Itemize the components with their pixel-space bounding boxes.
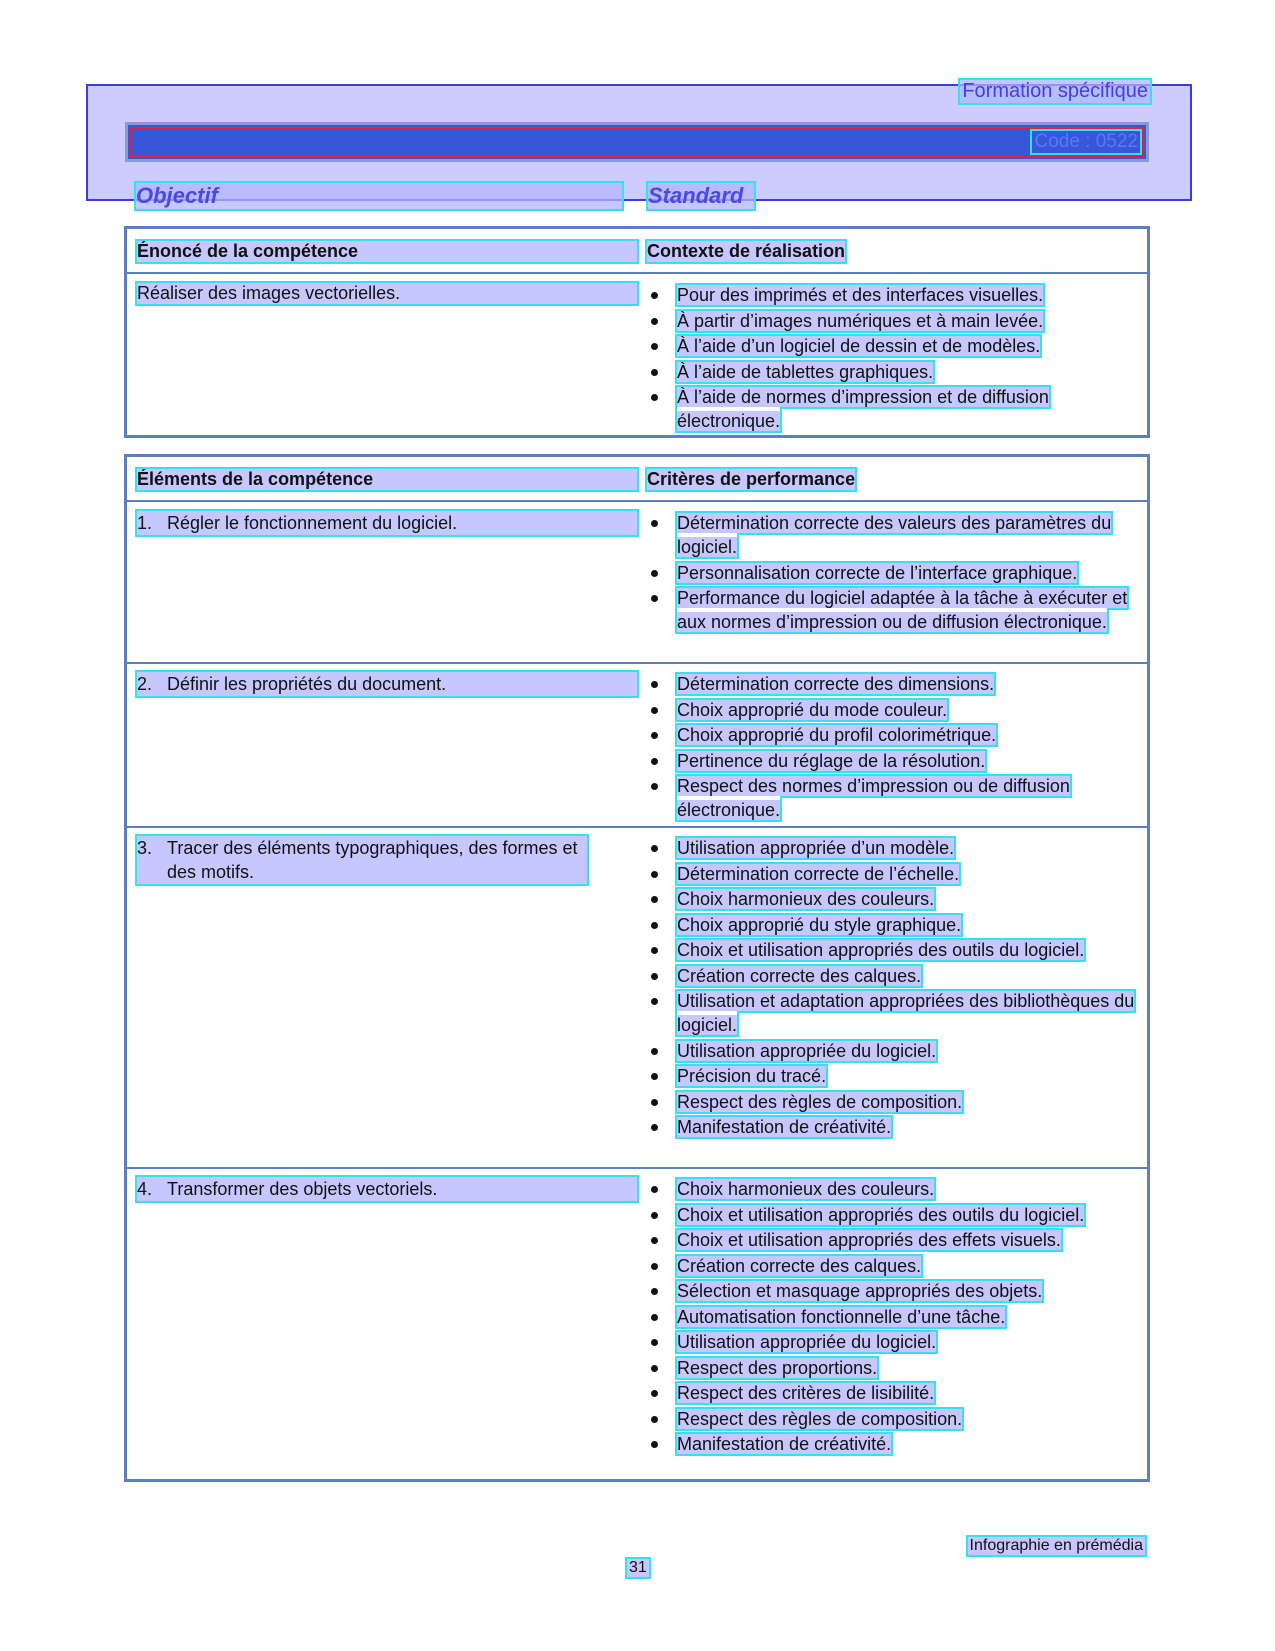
element-2: 2. Définir les propriétés du document. [137,672,637,696]
element-1: 1. Régler le fonctionnement du logiciel. [137,511,637,535]
list-item: Respect des règles de composition. [647,1407,1137,1431]
list-item: Choix et utilisation appropriés des outils du logiciel. [647,1203,1137,1227]
criteres-header: Critères de performance [647,469,856,489]
list-item: Pour des imprimés et des interfaces visuelles. [647,283,1137,307]
list-item: Utilisation appropriée du logiciel. [647,1330,1137,1354]
list-item: Utilisation appropriée d’un modèle. [647,836,1137,860]
page-number: 31 [629,1559,647,1576]
enonce-text: Réaliser des images vectorielles. [137,283,637,304]
elements-table [124,454,1150,1482]
list-item: Manifestation de créativité. [647,1115,1137,1139]
table-header-row [127,457,1147,500]
program-footer: Infographie en prémédia [969,1537,1143,1554]
list-item: Respect des critères de lisibilité. [647,1381,1137,1405]
criteres-list [647,511,1137,634]
table-row [127,826,1147,1167]
list-item: Pertinence du réglage de la résolution. [647,749,1137,773]
list-item: Automatisation fonctionnelle d’une tâche. [647,1305,1137,1329]
list-item: Manifestation de créativité. [647,1432,1137,1456]
criteres-list [647,672,1137,822]
table-row [127,500,1147,662]
list-item: Choix harmonieux des couleurs. [647,887,1137,911]
table-row [127,662,1147,826]
header-band [86,80,1192,208]
elements-header: Éléments de la compétence [137,469,637,490]
list-item: Choix approprié du mode couleur. [647,698,1137,722]
standard-label: Standard [648,183,754,209]
list-item: Choix et utilisation appropriés des outils du logiciel. [647,938,1137,962]
list-item: Sélection et masquage appropriés des objets. [647,1279,1137,1303]
list-item: Choix harmonieux des couleurs. [647,1177,1137,1201]
list-item: Performance du logiciel adaptée à la tâche à exécuter et aux normes d’impression ou de diffusion électronique. [647,586,1137,634]
list-item: Respect des proportions. [647,1356,1137,1380]
element-3: 3. Tracer des éléments typographiques, des formes et des motifs. [137,836,587,884]
list-item: Choix approprié du profil colorimétrique. [647,723,1137,747]
code-bar [125,122,1149,162]
table-header-row [127,229,1147,272]
list-item: À l’aide d’un logiciel de dessin et de modèles. [647,334,1137,358]
code-label: Code : 0522 [1034,131,1138,152]
list-item: À l’aide de normes d’impression et de diffusion électronique. [647,385,1137,433]
enonce-header: Énoncé de la compétence [137,241,637,262]
competence-table [124,226,1150,438]
list-item: Détermination correcte des dimensions. [647,672,1137,696]
contexte-header: Contexte de réalisation [647,241,846,261]
table-row [127,272,1147,437]
list-item: Respect des normes d’impression ou de diffusion électronique. [647,774,1137,822]
criteres-list [647,836,1137,1139]
list-item: Utilisation appropriée du logiciel. [647,1039,1137,1063]
criteres-list [647,1177,1137,1456]
formation-label: Formation spécifique [962,80,1148,102]
list-item: À l’aide de tablettes graphiques. [647,360,1137,384]
list-item: Choix approprié du style graphique. [647,913,1137,937]
list-item: Personnalisation correcte de l’interface graphique. [647,561,1137,585]
list-item: Détermination correcte des valeurs des paramètres du logiciel. [647,511,1137,559]
list-item: Respect des règles de composition. [647,1090,1137,1114]
contexte-list [647,283,1137,433]
list-item: Utilisation et adaptation appropriées des bibliothèques du logiciel. [647,989,1137,1037]
list-item: Création correcte des calques. [647,964,1137,988]
list-item: Création correcte des calques. [647,1254,1137,1278]
element-4: 4. Transformer des objets vectoriels. [137,1177,637,1201]
list-item: Choix et utilisation appropriés des effets visuels. [647,1228,1137,1252]
list-item: À partir d’images numériques et à main levée. [647,309,1137,333]
list-item: Détermination correcte de l’échelle. [647,862,1137,886]
table-row [127,1167,1147,1485]
list-item: Précision du tracé. [647,1064,1137,1088]
objectif-label: Objectif [136,183,622,209]
